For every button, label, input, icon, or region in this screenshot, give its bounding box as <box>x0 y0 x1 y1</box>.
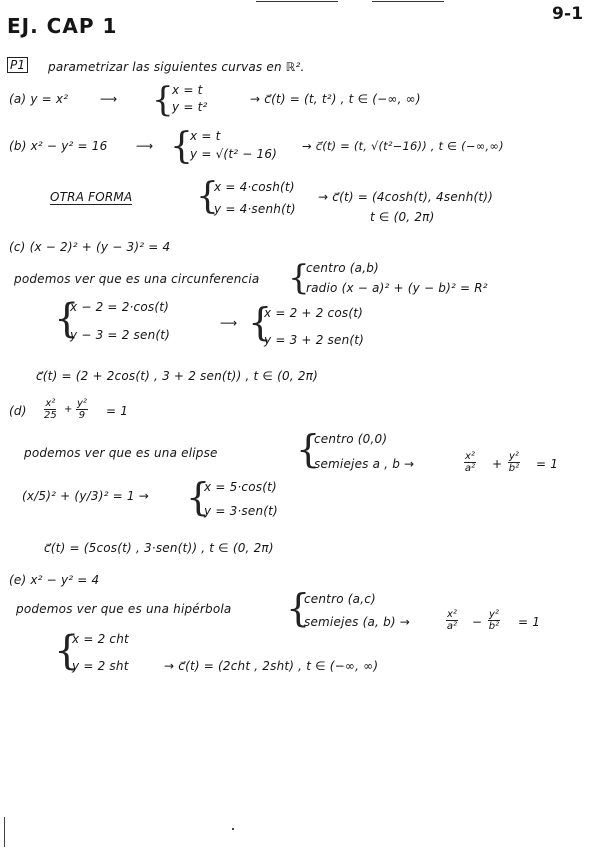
d-info-frac-x-num: x² <box>465 451 475 462</box>
d-sys-brace: { <box>186 475 211 519</box>
e-sys-brace: { <box>54 628 80 674</box>
d-sys-x: x = 5·cos(t) <box>204 480 277 494</box>
e-info-frac-x-den: a² <box>446 621 458 632</box>
d-info-frac-y-den: b² <box>508 463 520 474</box>
b-sys-x: x = t <box>190 129 221 143</box>
a-sys-y: y = t² <box>172 100 208 114</box>
e-info-center: centro (a,c) <box>304 592 376 606</box>
c-info-radius: radio (x − a)² + (y − b)² = R² <box>306 281 488 295</box>
e-info-frac-x <box>446 609 458 632</box>
d-equals: = 1 <box>106 404 129 418</box>
d-note: podemos ver que es una elipse <box>24 446 218 460</box>
page-title: EJ. CAP 1 <box>7 14 118 38</box>
e-info-frac-y-den: b² <box>488 621 500 632</box>
c-info-brace: { <box>288 258 310 298</box>
e-info-axes: semiejes (a, b) → <box>304 615 411 629</box>
b-alt-brace: { <box>196 176 219 217</box>
b-equation: (b) x² − y² = 16 <box>9 139 108 153</box>
e-info-equals: = 1 <box>518 615 541 629</box>
e-info-minus: − <box>472 615 483 629</box>
scan-edge-mark <box>232 828 234 830</box>
b-alt-label <box>50 190 132 204</box>
b-arrow: ⟶ <box>136 139 154 153</box>
c-step-x: x − 2 = 2·cos(t) <box>70 300 170 314</box>
c-sys-y: y = 3 + 2 sen(t) <box>264 333 365 347</box>
e-result: → c⃗(t) = (2cht , 2sht) , t ∈ (−∞, ∞) <box>164 659 379 673</box>
d-fraction-y <box>76 398 88 421</box>
b-sys-y: y = √(t² − 16) <box>190 147 278 161</box>
d-frac-y-num: y² <box>77 398 87 409</box>
problem-label-box: P1 <box>7 57 28 73</box>
b-alt-domain: t ∈ (0, 2π) <box>370 210 435 224</box>
c-note: podemos ver que es una circunferencia <box>14 272 260 286</box>
c-sys-brace: { <box>248 300 273 344</box>
e-info-frac-y <box>488 609 500 632</box>
e-info-frac-y-num: y² <box>489 609 499 620</box>
e-sys-y: y = 2 sht <box>72 659 129 673</box>
scan-edge-mark <box>4 817 5 847</box>
c-step-y: y − 3 = 2 sen(t) <box>70 328 171 342</box>
top-rule <box>372 1 444 2</box>
intro-text: parametrizar las siguientes curvas en ℝ². <box>48 60 305 74</box>
a-sys-x: x = t <box>172 83 203 97</box>
d-info-plus: + <box>492 457 503 471</box>
d-label: (d) <box>9 404 27 418</box>
problem-label <box>7 58 28 72</box>
d-plus: + <box>64 404 73 415</box>
d-fraction-x <box>44 398 57 421</box>
e-note: podemos ver que es una hipérbola <box>16 602 232 616</box>
c-equation: (c) (x − 2)² + (y − 3)² = 4 <box>9 240 171 254</box>
d-info-frac-y <box>508 451 520 474</box>
a-equation: (a) y = x² <box>9 92 69 106</box>
b-alt-label-text: OTRA FORMA <box>50 190 133 204</box>
d-frac-x-num: x² <box>45 398 56 409</box>
d-info-center: centro (0,0) <box>314 432 388 446</box>
d-info-frac-x-den: a² <box>464 463 476 474</box>
d-info-equals: = 1 <box>536 457 559 471</box>
d-result: c⃗(t) = (5cos(t) , 3·sen(t)) , t ∈ (0, 2π) <box>44 541 274 555</box>
c-result: c⃗(t) = (2 + 2cos(t) , 3 + 2 sen(t)) , t ∈ (0, 2π) <box>36 369 318 383</box>
b-alt-sys-x: x = 4·cosh(t) <box>214 180 295 194</box>
d-frac-x-den: 25 <box>44 410 57 421</box>
d-info-axes: semiejes a , b → <box>314 457 415 471</box>
b-brace: { <box>170 126 193 167</box>
d-info-brace: { <box>296 427 321 471</box>
d-info-frac-y-num: y² <box>509 451 519 462</box>
c-step-brace: { <box>54 296 80 342</box>
d-step: (x/5)² + (y/3)² = 1 → <box>22 489 149 503</box>
b-result: → c⃗(t) = (t, √(t²−16)) , t ∈ (−∞,∞) <box>302 139 504 153</box>
top-rule <box>256 1 338 2</box>
a-brace: { <box>152 80 174 120</box>
a-arrow: ⟶ <box>100 92 118 106</box>
e-info-brace: { <box>286 586 311 630</box>
d-info-frac-x <box>464 451 476 474</box>
c-info-center: centro (a,b) <box>306 261 379 275</box>
c-arrow: ⟶ <box>220 316 238 330</box>
d-sys-y: y = 3·sen(t) <box>204 504 278 518</box>
b-alt-sys-y: y = 4·senh(t) <box>214 202 296 216</box>
e-info-frac-x-num: x² <box>447 609 457 620</box>
e-sys-x: x = 2 cht <box>72 632 129 646</box>
b-alt-result: → c⃗(t) = (4cosh(t), 4senh(t)) <box>318 190 494 204</box>
e-equation: (e) x² − y² = 4 <box>9 573 100 587</box>
c-sys-x: x = 2 + 2 cos(t) <box>264 306 364 320</box>
d-frac-y-den: 9 <box>78 410 86 421</box>
page-number: 9-1 <box>552 4 584 24</box>
a-result: → c⃗(t) = (t, t²) , t ∈ (−∞, ∞) <box>250 92 421 106</box>
